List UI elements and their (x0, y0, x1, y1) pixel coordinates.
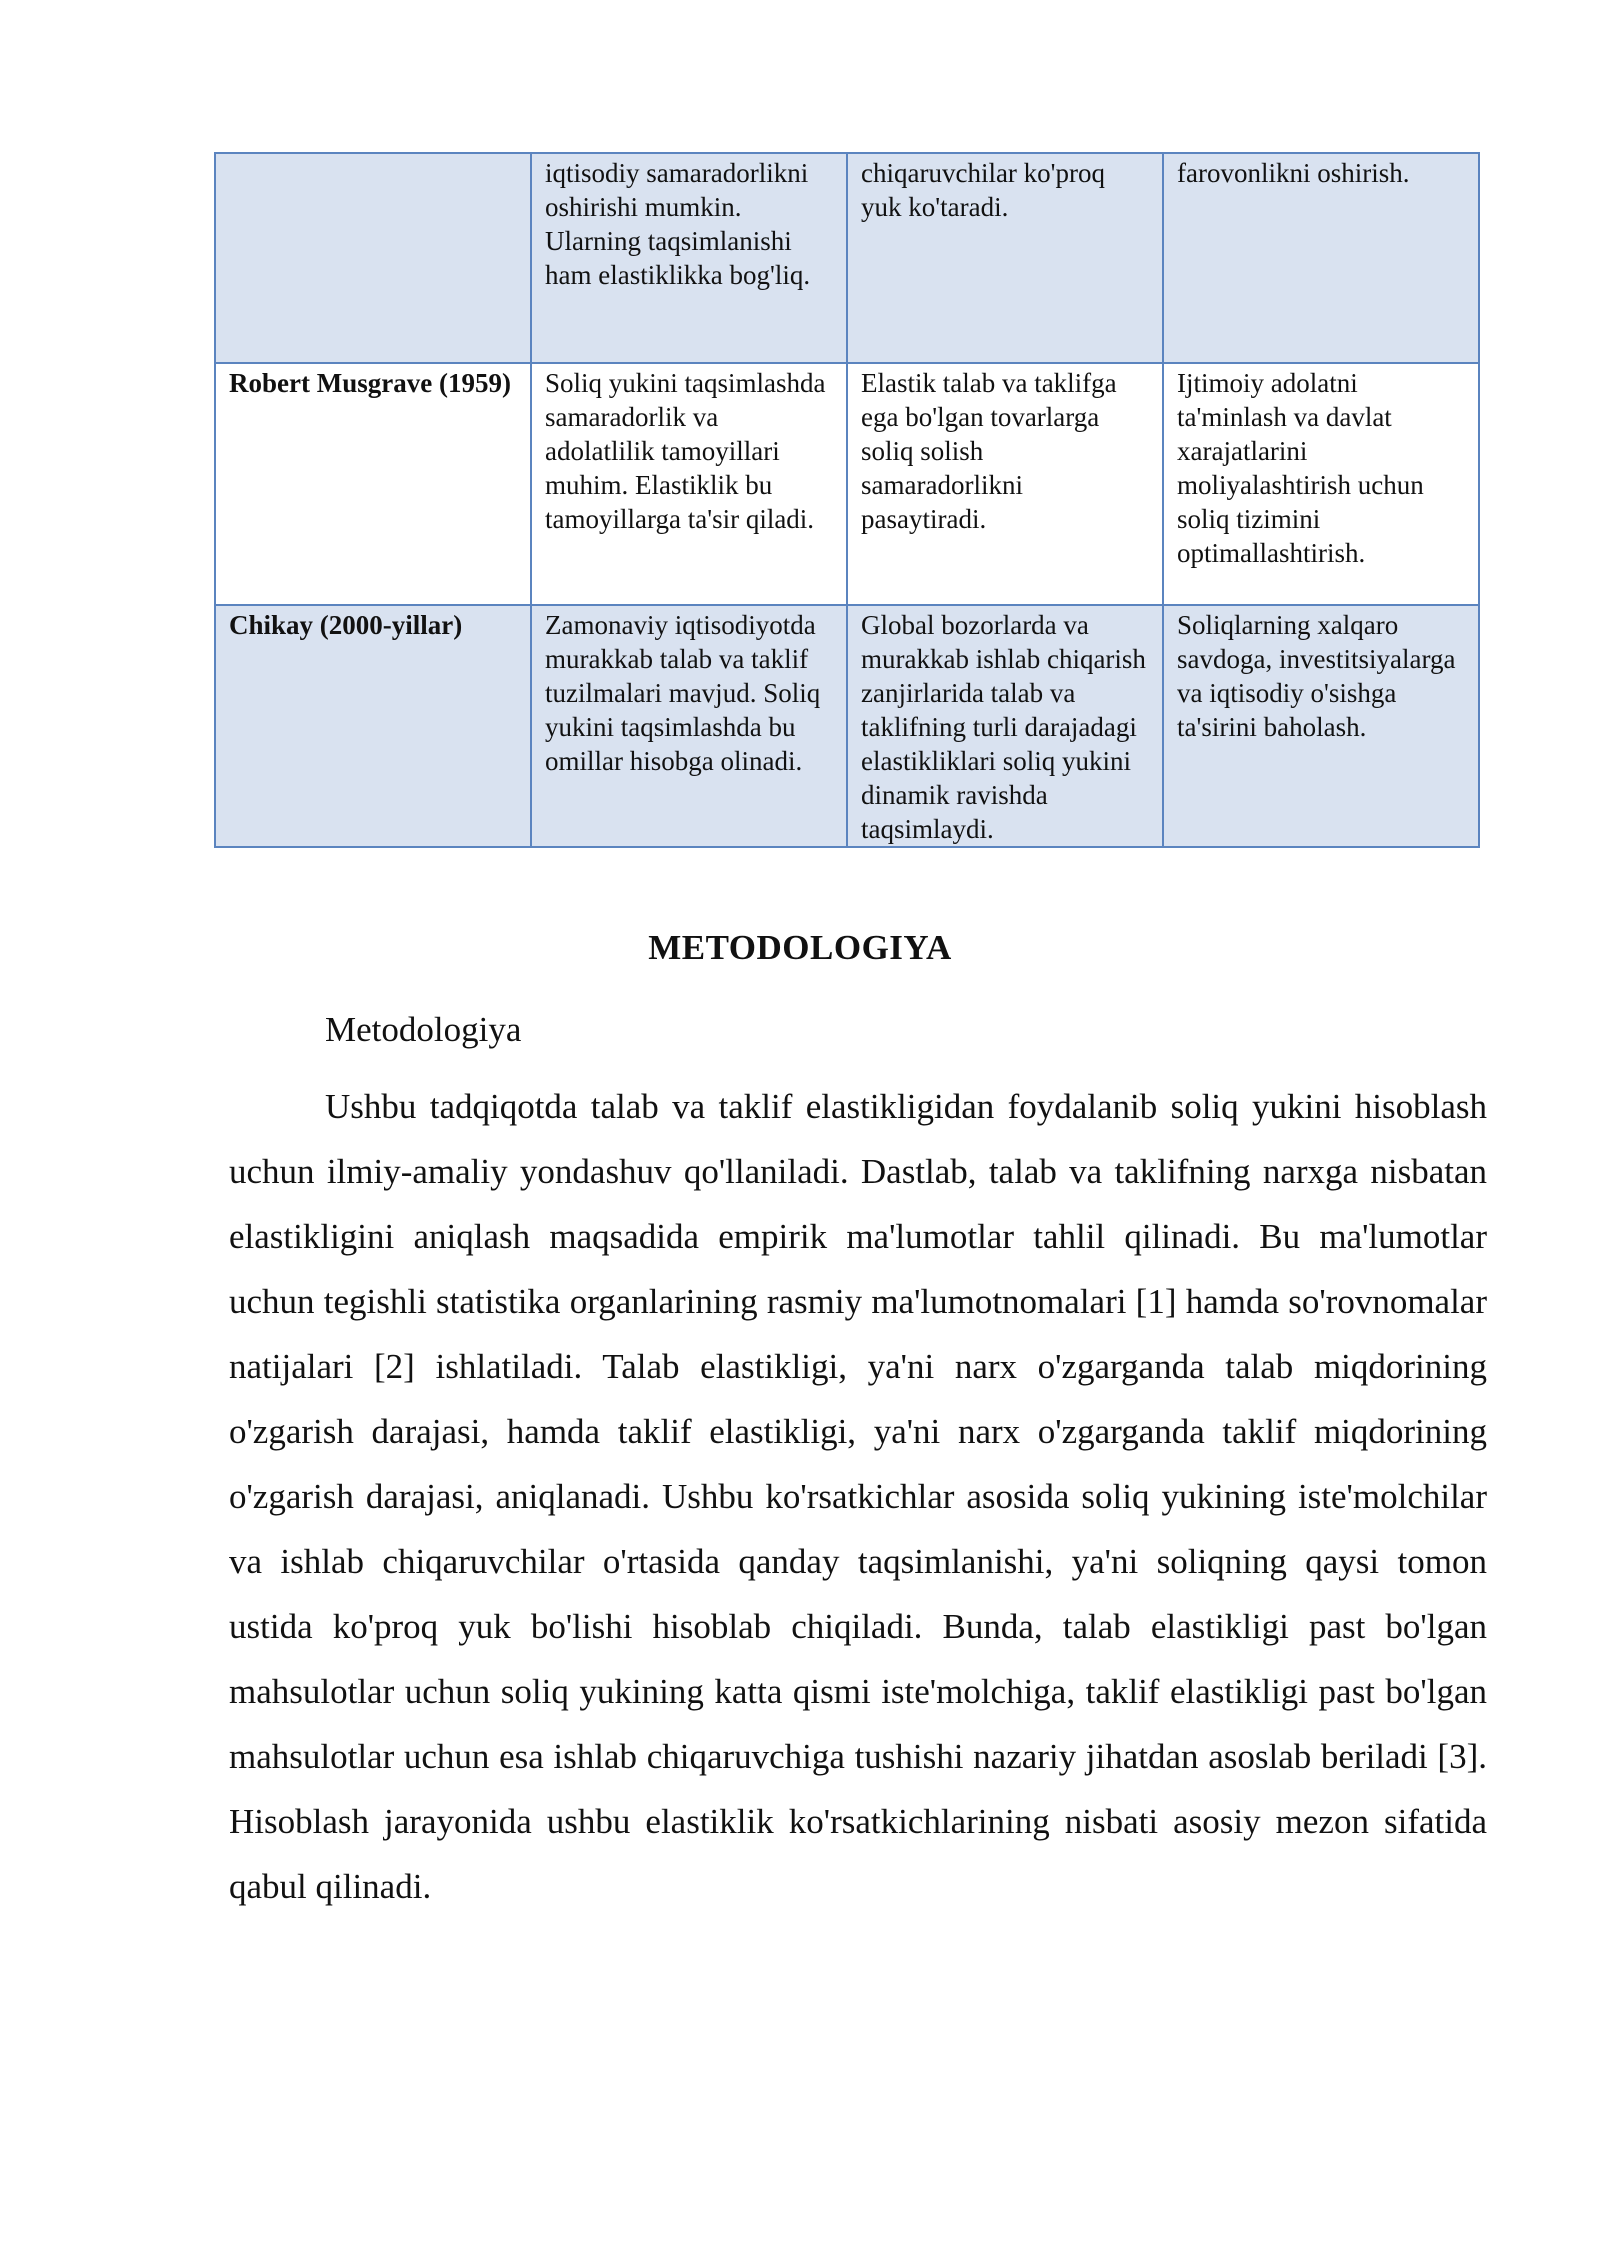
table-cell-author: Robert Musgrave (1959) (215, 363, 531, 605)
table-cell: Global bozorlarda va murakkab ishlab chiqarish zanjirlarida talab va taklifning turli darajadagi elastikliklari soliq yukini dinamik ravishda taqsimlaydi. (847, 605, 1163, 847)
table-cell: farovonlikni oshirish. (1163, 153, 1479, 363)
table-cell: Elastik talab va taklifga ega bo'lgan tovarlarga soliq solish samaradorlikni pasaytiradi. (847, 363, 1163, 605)
table-cell: iqtisodiy samaradorlikni oshirishi mumkin. Ularning taqsimlanishi ham elastiklikka bog'liq. (531, 153, 847, 363)
table-row (215, 605, 1479, 847)
table-cell-author: Chikay (2000-yillar) (215, 605, 531, 847)
table-cell-author (215, 153, 531, 363)
table-cell: Zamonaviy iqtisodiyotda murakkab talab va taklif tuzilmalari mavjud. Soliq yukini taqsimlashda bu omillar hisobga olinadi. (531, 605, 847, 847)
table-cell: Ijtimoiy adolatni ta'minlash va davlat xarajatlarini moliyalashtirish uchun soliq tizimini optimallashtirish. (1163, 363, 1479, 605)
table-cell: chiqaruvchilar ko'proq yuk ko'taradi. (847, 153, 1163, 363)
body-paragraph: Ushbu tadqiqotda talab va taklif elastikligidan foydalanib soliq yukini hisoblash uchun ilmiy-amaliy yondashuv qo'llaniladi. Dastlab, talab va taklifning narxga nisbatan elastikligini aniqlash maqsadida empirik ma'lumotlar tahlil qilinadi. Bu ma'lumotlar uchun tegishli statistika organlarining rasmiy ma'lumotnomalari [1] hamda so'rovnomalar natijalari [2] ishlatiladi. Talab elastikligi, ya'ni narx o'zgarganda talab miqdorining o'zgarish darajasi, hamda taklif elastikligi, ya'ni narx o'zgarganda taklif miqdorining o'zgarish darajasi, aniqlanadi. Ushbu ko'rsatkichlar asosida soliq yukining iste'molchilar va ishlab chiqaruvchilar o'rtasida qanday taqsimlanishi, ya'ni soliqning qaysi tomon ustida ko'proq yuk bo'lishi hisoblab chiqiladi. Bunda, talab elastikligi past bo'lgan mahsulotlar uchun soliq yukining katta qismi iste'molchiga, taklif elastikligi past bo'lgan mahsulotlar uchun esa ishlab chiqaruvchiga tushishi nazariy jihatdan asoslab beriladi [3]. Hisoblash jarayonida ushbu elastiklik ko'rsatkichlarining nisbati asosiy mezon sifatida qabul qilinadi. (229, 1087, 1487, 1906)
table-cell: Soliq yukini taqsimlashda samaradorlik va adolatlilik tamoyillari muhim. Elastiklik bu tamoyillarga ta'sir qiladi. (531, 363, 847, 605)
table-cell: Soliqlarning xalqaro savdoga, investitsiyalarga va iqtisodiy o'sishga ta'sirini baholash. (1163, 605, 1479, 847)
table-row (215, 363, 1479, 605)
subheading: Metodologiya (325, 1010, 522, 1049)
literature-table (214, 152, 1480, 848)
section-title: METODOLOGIYA (648, 928, 952, 967)
table-row (215, 153, 1479, 363)
